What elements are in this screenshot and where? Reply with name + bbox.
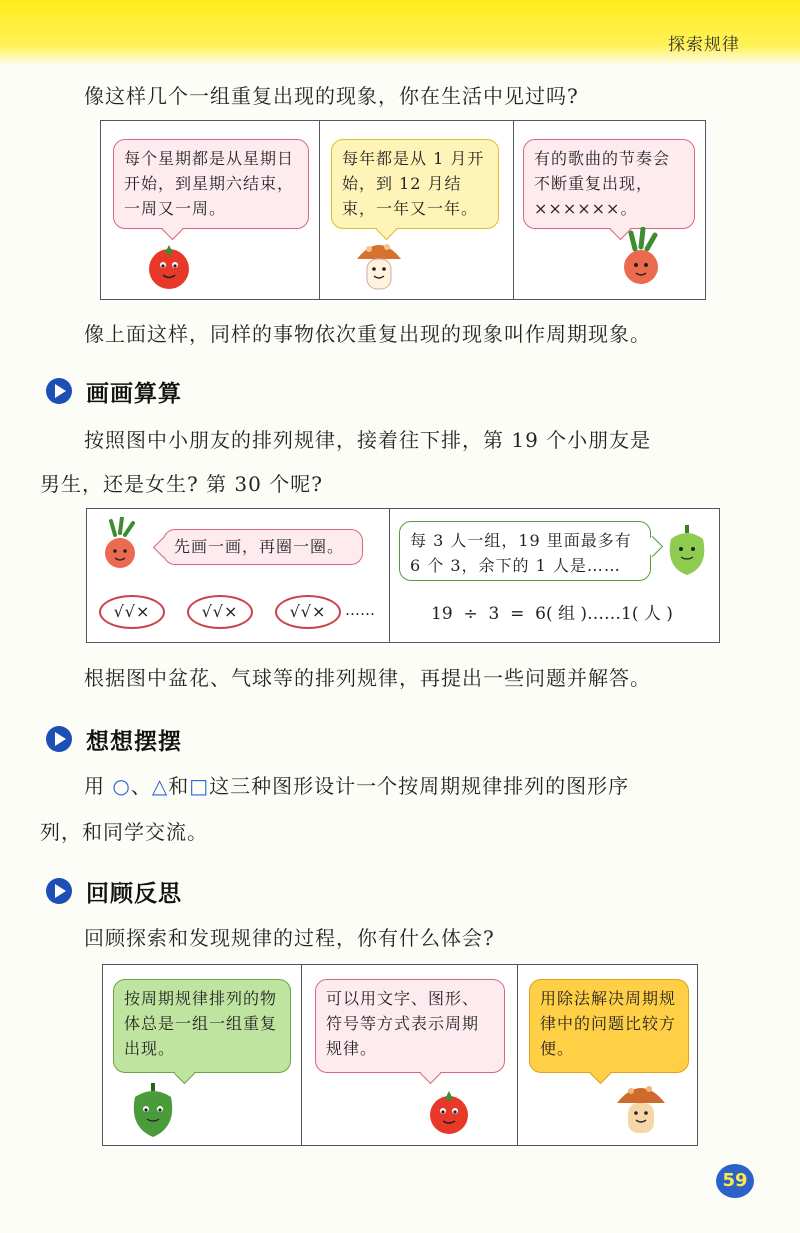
section-heading-2 bbox=[46, 724, 182, 754]
reflection-bubble-3: 用除法解决周期规律中的问题比较方便。 bbox=[529, 979, 689, 1073]
section-heading-1 bbox=[46, 376, 182, 406]
tomato-character-icon bbox=[139, 231, 199, 297]
section2-line1 bbox=[84, 770, 629, 799]
examples-panel bbox=[100, 120, 706, 300]
grouping-left-cell bbox=[87, 509, 390, 642]
definition-text: 像上面这样，同样的事物依次重复出现的现象叫作周期现象。 bbox=[84, 322, 651, 346]
tomato-character-icon bbox=[421, 1077, 477, 1139]
chapter-title: 探索规律 bbox=[668, 35, 740, 55]
reflections-panel bbox=[102, 964, 698, 1146]
example-bubble-1: 每个星期都是从星期日开始，到星期六结束，一周又一周。 bbox=[113, 139, 309, 229]
example-cell-1 bbox=[101, 121, 320, 299]
section1-followup: 根据图中盆花、气球等的排列规律，再提出一些问题并解答。 bbox=[84, 666, 651, 690]
example-bubble-2: 每年都是从 1 月开始，到 12 月结束，一年又一年。 bbox=[331, 139, 499, 229]
square-icon: □ bbox=[189, 774, 210, 798]
reflection-cell-2 bbox=[301, 965, 518, 1145]
explanation-bubble: 每 3 人一组，19 里面最多有 6 个 3，余下的 1 人是…… bbox=[399, 521, 651, 581]
hint-bubble: 先画一画，再圈一圈。 bbox=[163, 529, 363, 565]
pepper-character-icon bbox=[661, 519, 713, 581]
section-play-icon bbox=[46, 726, 72, 752]
radish-character-icon bbox=[613, 227, 669, 295]
triangle-icon: △ bbox=[151, 774, 169, 798]
section1-line1: 按照图中小朋友的排列规律，接着往下排，第 19 个小朋友是 bbox=[84, 428, 652, 452]
division-equation: 19 ÷ 3 = 6( 组 )……1( 人 ) bbox=[431, 604, 673, 624]
text-separator: 、 bbox=[130, 774, 152, 798]
example-bubble-3: 有的歌曲的节奏会不断重复出现，××××××。 bbox=[523, 139, 695, 229]
intro-question: 像这样几个一组重复出现的现象，你在生活中见过吗? bbox=[84, 84, 579, 108]
page-number: 59 bbox=[716, 1164, 754, 1198]
section-play-icon bbox=[46, 878, 72, 904]
section3-question: 回顾探索和发现规律的过程，你有什么体会? bbox=[84, 926, 495, 950]
pepper-character-icon bbox=[125, 1079, 181, 1141]
section-title: 画画算算 bbox=[86, 380, 182, 407]
section-title: 想想摆摆 bbox=[86, 728, 182, 755]
grouping-right-cell bbox=[389, 509, 719, 642]
radish-character-icon bbox=[95, 517, 145, 577]
group-oval: √√× bbox=[187, 595, 253, 629]
example-cell-2 bbox=[319, 121, 514, 299]
group-oval: √√× bbox=[99, 595, 165, 629]
text-suffix: 这三种图形设计一个按周期规律排列的图形序 bbox=[209, 774, 630, 798]
mushroom-character-icon bbox=[611, 1073, 671, 1139]
example-cell-3 bbox=[513, 121, 705, 299]
section2-line2: 列，和同学交流。 bbox=[40, 820, 208, 844]
reflection-cell-3 bbox=[517, 965, 697, 1145]
sequence-ellipsis: …… bbox=[345, 601, 375, 619]
circle-icon: ○ bbox=[112, 774, 131, 798]
section1-line2: 男生，还是女生? 第 30 个呢? bbox=[40, 472, 323, 496]
grouping-panel bbox=[86, 508, 720, 643]
reflection-bubble-2: 可以用文字、图形、符号等方式表示周期规律。 bbox=[315, 979, 505, 1073]
reflection-bubble-1: 按周期规律排列的物体总是一组一组重复出现。 bbox=[113, 979, 291, 1073]
reflection-cell-1 bbox=[103, 965, 302, 1145]
text-and: 和 bbox=[168, 774, 190, 798]
group-oval: √√× bbox=[275, 595, 341, 629]
section-title: 回顾反思 bbox=[86, 880, 182, 907]
section-heading-3 bbox=[46, 876, 182, 906]
text-prefix: 用 bbox=[84, 774, 105, 798]
mushroom-character-icon bbox=[349, 229, 409, 297]
section-play-icon bbox=[46, 378, 72, 404]
